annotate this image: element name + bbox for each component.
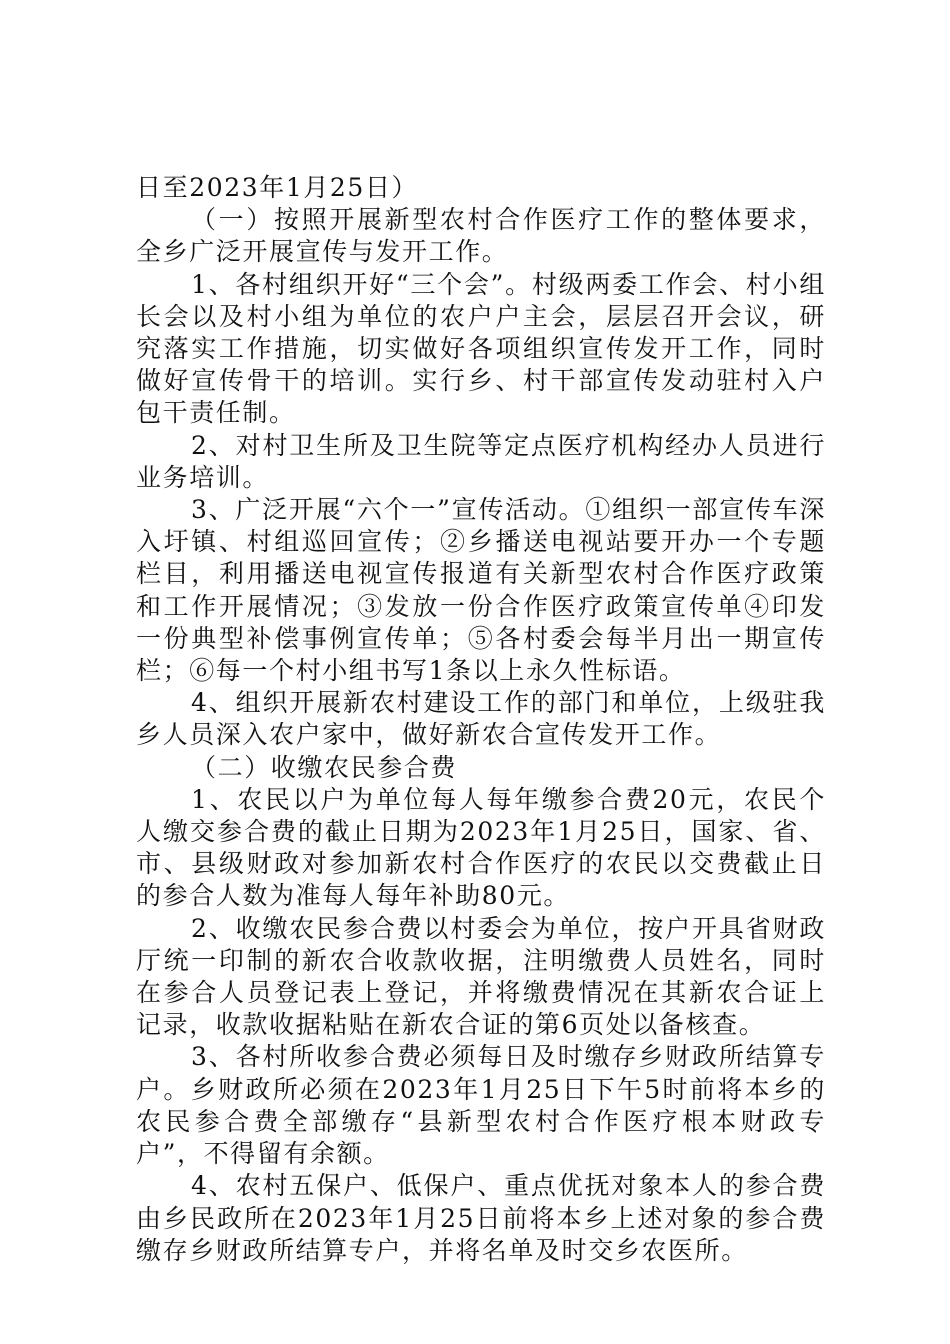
paragraph-item-1-2: 2、对村卫生所及卫生院等定点医疗机构经办人员进行业务培训。 xyxy=(136,430,826,492)
paragraph-item-2-4: 4、农村五保户、低保户、重点优抚对象本人的参合费由乡民政所在2023年1月25日前将本乡上述对象的参合费缴存乡财政所结算专户，并将名单及时交乡农医所。 xyxy=(136,1171,826,1265)
paragraph-item-2-3: 3、各村所收参合费必须每日及时缴存乡财政所结算专户。乡财政所必须在2023年1月25日下午5时前将本乡的农民参合费全部缴存“县新型农村合作医疗根本财政专户”，不得留有余额。 xyxy=(136,1042,826,1169)
paragraph-item-2-1: 1、农民以户为单位每人每年缴参合费20元，农民个人缴交参合费的截止日期为2023年1月25日，国家、省、市、县级财政对参加新农村合作医疗的农民以交费截止日的参合人数为准每人每年补助80元。 xyxy=(136,784,826,911)
paragraph-item-1-4: 4、组织开展新农村建设工作的部门和单位，上级驻我乡人员深入农户家中，做好新农合宣传发开工作。 xyxy=(136,688,826,750)
section-heading-2: （二）收缴农民参合费 xyxy=(191,752,458,782)
section-heading-1: （一）按照开展新型农村合作医疗工作的整体要求，全乡广泛开展宣传与发开工作。 xyxy=(136,205,826,267)
paragraph-item-1-1: 1、各村组织开好“三个会”。村级两委工作会、村小组长会以及村小组为单位的农户户主会，层层召开会议，研究落实工作措施，切实做好各项组织宣传发开工作，同时做好宣传骨干的培训。实行乡、村干部宣传发动驻村入户包干责任制。 xyxy=(136,269,826,428)
paragraph-item-2-2: 2、收缴农民参合费以村委会为单位，按户开具省财政厅统一印制的新农合收款收据，注明缴费人员姓名，同时在参合人员登记表上登记，并将缴费情况在其新农合证上记录，收款收据粘贴在新农合证的第6页处以备核查。 xyxy=(136,913,826,1040)
paragraph-continuation: 日至2023年1月25日） xyxy=(136,173,419,202)
paragraph-item-1-3: 3、广泛开展“六个一”宣传活动。①组织一部宣传车深入圩镇、村组巡回宣传；②乡播送电视站要开办一个专题栏目，利用播送电视宣传报道有关新型农村合作医疗政策和工作开展情况；③发放一份合作医疗政策宣传单④印发一份典型补偿事例宣传单；⑤各村委会每半月出一期宣传栏；⑥每一个村小组书写1条以上永久性标语。 xyxy=(136,495,826,686)
document-body xyxy=(136,172,826,1267)
